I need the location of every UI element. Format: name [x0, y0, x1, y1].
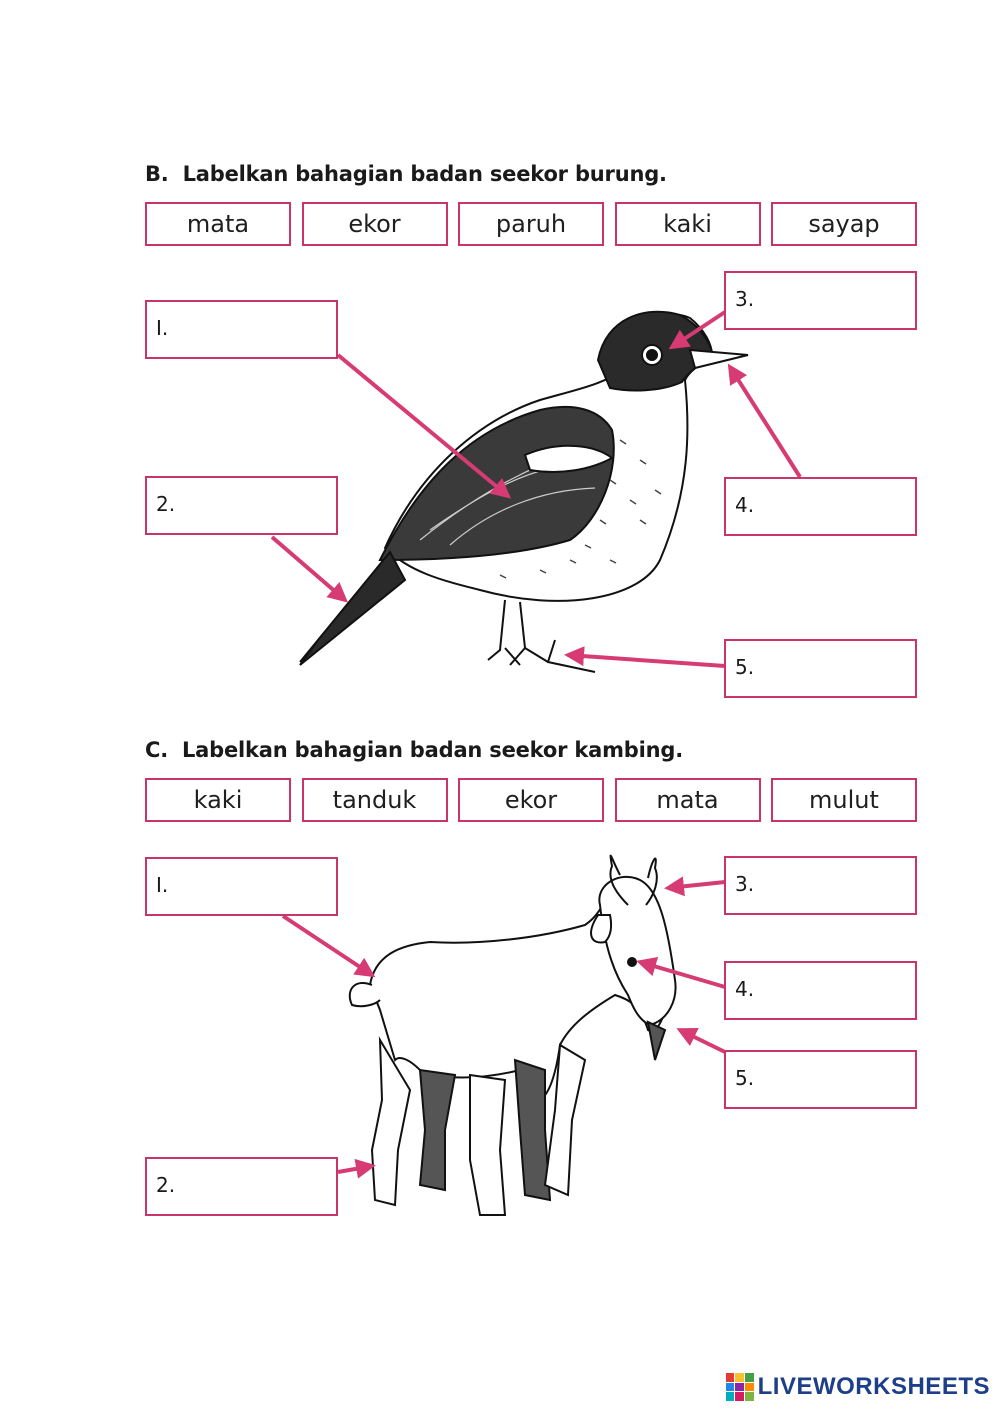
word-bank-item: ekor: [302, 202, 448, 246]
word-bank-item: kaki: [145, 778, 291, 822]
brand-name: LIVEWORKSHEETS: [757, 1373, 990, 1400]
bird-answer-box-2[interactable]: [145, 476, 338, 535]
bird-illustration: [300, 312, 748, 672]
answer-number: 3.: [735, 872, 755, 896]
answer-number: 5.: [735, 1066, 755, 1090]
bird-answer-box-1[interactable]: [145, 300, 338, 359]
goat-answer-input-2[interactable]: [183, 1167, 332, 1209]
answer-number: 5.: [735, 655, 755, 679]
goat-answer-box-5[interactable]: [724, 1050, 917, 1109]
bird-answer-input-3[interactable]: [762, 281, 911, 323]
goat-answer-box-2[interactable]: [145, 1157, 338, 1216]
goat-illustration: [350, 856, 676, 1215]
answer-number: 2.: [156, 492, 176, 516]
goat-answer-input-3[interactable]: [762, 866, 911, 908]
word-bank-item: sayap: [771, 202, 917, 246]
word-bank-item: mata: [145, 202, 291, 246]
bird-answer-input-5[interactable]: [762, 649, 911, 691]
goat-answer-input-5[interactable]: [762, 1060, 911, 1102]
goat-answer-input-4[interactable]: [762, 971, 911, 1013]
word-bank-item: tanduk: [302, 778, 448, 822]
goat-answer-box-3[interactable]: [724, 856, 917, 915]
answer-number: 4.: [735, 493, 755, 517]
word-bank-item: mulut: [771, 778, 917, 822]
word-bank-item: mata: [615, 778, 761, 822]
liveworksheets-logo-icon: [726, 1373, 754, 1401]
bird-answer-input-1[interactable]: [183, 310, 332, 352]
section-c-instruction: Labelkan bahagian badan seekor kambing.: [182, 738, 683, 762]
word-bank-item: paruh: [458, 202, 604, 246]
answer-number: 4.: [735, 977, 755, 1001]
footer-brand: [726, 1373, 990, 1401]
goat-answer-input-1[interactable]: [183, 867, 332, 909]
answer-number: I.: [156, 316, 169, 340]
bird-answer-box-4[interactable]: [724, 477, 917, 536]
goat-answer-box-4[interactable]: [724, 961, 917, 1020]
goat-answer-box-1[interactable]: [145, 857, 338, 916]
answer-number: 3.: [735, 287, 755, 311]
section-b-instruction: Labelkan bahagian badan seekor burung.: [182, 162, 667, 186]
bird-answer-box-3[interactable]: [724, 271, 917, 330]
answer-number: 2.: [156, 1173, 176, 1197]
bird-answer-box-5[interactable]: [724, 639, 917, 698]
word-bank-item: ekor: [458, 778, 604, 822]
bird-answer-input-2[interactable]: [183, 486, 332, 528]
word-bank-item: kaki: [615, 202, 761, 246]
section-b-letter: B.: [145, 162, 169, 186]
section-c-letter: C.: [145, 738, 168, 762]
bird-answer-input-4[interactable]: [762, 487, 911, 529]
answer-number: I.: [156, 873, 169, 897]
